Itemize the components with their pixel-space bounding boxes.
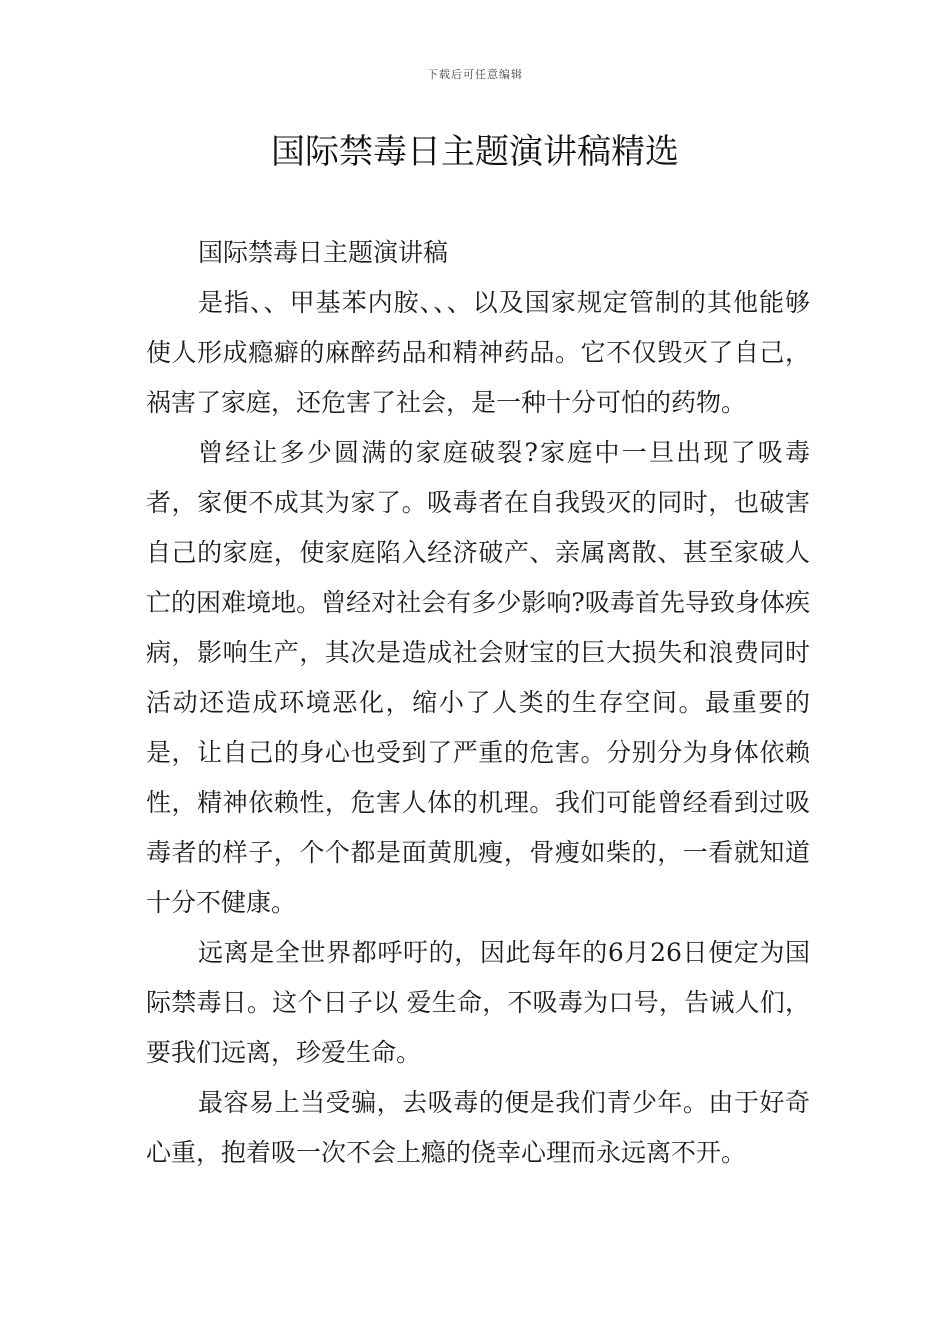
paragraph: 曾经让多少圆满的家庭破裂?家庭中一旦出现了吸毒者，家便不成其为家了。吸毒者在自我毁灭的同时，也破害自己的家庭，使家庭陷入经济破产、亲属离散、甚至家破人亡的困难境地。曾经对社会有多少影响?吸毒首先导致身体疾病，影响生产，其次是造成社会财宝的巨大损失和浪费同时活动还造成环境恶化，缩小了人类的生存空间。最重要的是，让自己的身心也受到了严重的危害。分别分为身体依赖性，精神依赖性，危害人体的机理。我们可能曾经看到过吸毒者的样子，个个都是面黄肌瘦，骨瘦如柴的，一看就知道十分不健康。 — [146, 438, 810, 917]
paragraph: 远离是全世界都呼吁的，因此每年的6月26日便定为国际禁毒日。这个日子以 爱生命，不吸毒为口号，告诫人们，要我们远离，珍爱生命。 — [146, 938, 810, 1067]
paragraph-subtitle: 国际禁毒日主题演讲稿 — [198, 238, 449, 267]
header-note: 下载后可任意编辑 — [427, 68, 523, 81]
paragraph: 最容易上当受骗，去吸毒的便是我们青少年。由于好奇心重，抱着吸一次不会上瘾的侥幸心理而永远离不开。 — [146, 1088, 810, 1167]
paragraph: 是指、、甲基苯内胺、、、以及国家规定管制的其他能够使人形成瘾癖的麻醉药品和精神药品。它不仅毁灭了自己，祸害了家庭，还危害了社会，是一种十分可怕的药物。 — [146, 288, 810, 417]
document-title: 国际禁毒日主题演讲稿精选 — [271, 132, 679, 172]
document-body — [146, 228, 810, 1178]
